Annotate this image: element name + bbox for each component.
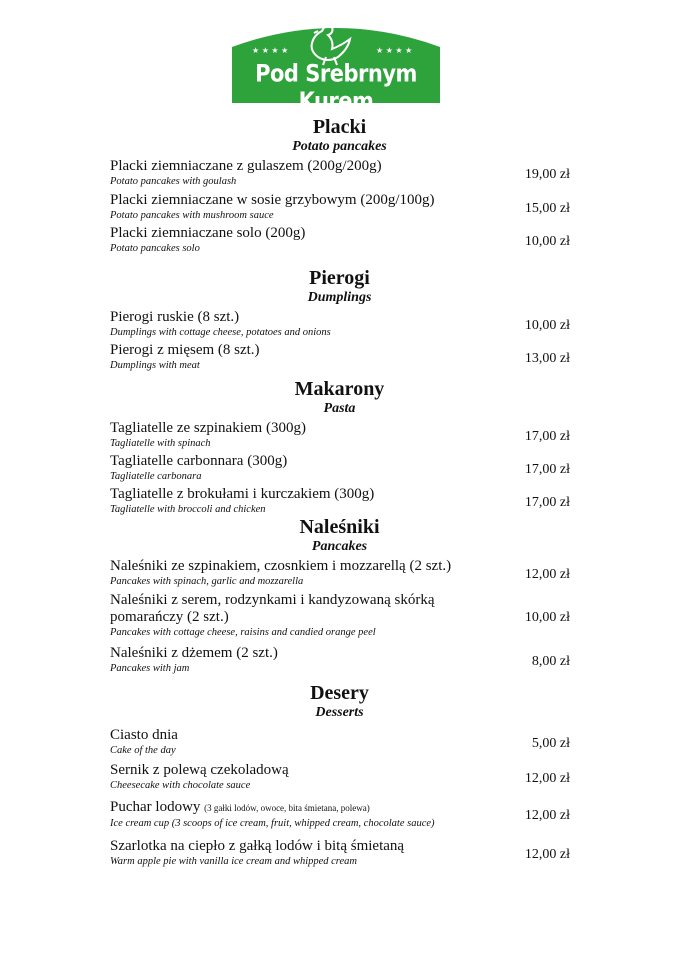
menu-item — [110, 645, 570, 675]
item-name: Ciasto dnia — [110, 727, 178, 743]
menu-item — [110, 762, 570, 792]
item-name: Placki ziemniaczane w sosie grzybowym (200g/100g) — [110, 192, 435, 208]
item-name: Pierogi z mięsem (8 szt.) — [110, 342, 260, 358]
item-description: Cheesecake with chocolate sauce — [110, 780, 251, 791]
item-name: Szarlotka na ciepło z gałką lodów i bitą śmietaną — [110, 838, 405, 854]
item-price: 19,00 zł — [524, 167, 570, 182]
menu-item — [110, 309, 570, 339]
item-description: Cake of the day — [110, 745, 176, 756]
item-name: Tagliatelle ze szpinakiem (300g) — [110, 420, 306, 436]
item-name: Naleśniki z dżemem (2 szt.) — [110, 645, 278, 661]
section-subtitle-makarony: Pasta — [323, 401, 356, 416]
menu-item — [110, 799, 570, 830]
item-price: 12,00 zł — [524, 771, 570, 786]
item-price: 10,00 zł — [524, 610, 570, 625]
item-description: Potato pancakes with mushroom sauce — [110, 210, 274, 221]
item-description: Dumplings with meat — [110, 360, 200, 371]
item-description: Warm apple pie with vanilla ice cream and whipped cream — [110, 856, 358, 867]
item-name: Naleśniki z serem, rodzynkami i kandyzowaną skórką — [110, 592, 435, 608]
svg-text:★ ★ ★ ★: ★ ★ ★ ★ — [376, 46, 413, 55]
item-price: 12,00 zł — [524, 847, 570, 862]
section-title-desery: Desery — [310, 682, 369, 704]
item-price: 13,00 zł — [524, 351, 570, 366]
item-name: Puchar lodowy — [110, 799, 205, 815]
item-price: 10,00 zł — [524, 234, 570, 249]
section-subtitle-nalesniki: Pancakes — [311, 539, 368, 554]
item-name-continued: pomarańczy (2 szt.) — [110, 609, 229, 625]
menu-item — [110, 192, 570, 222]
logo-text: Pod Srebrnym Kurem — [255, 59, 417, 115]
item-price: 15,00 zł — [524, 201, 570, 216]
menu-item — [110, 592, 570, 639]
section-subtitle-placki: Potato pancakes — [292, 139, 387, 154]
section-subtitle-pierogi: Dumplings — [307, 290, 372, 305]
section-title-makarony: Makarony — [294, 378, 385, 400]
section-title-placki: Placki — [312, 116, 367, 138]
item-price: 12,00 zł — [524, 808, 570, 823]
item-price: 17,00 zł — [524, 495, 570, 510]
menu-item — [110, 486, 570, 516]
item-name: Placki ziemniaczane z gulaszem (200g/200g) — [110, 158, 382, 174]
item-price: 10,00 zł — [524, 318, 570, 333]
item-description: Tagliatelle with spinach — [110, 438, 211, 449]
item-description: Pancakes with jam — [110, 663, 190, 674]
restaurant-logo — [230, 17, 442, 115]
item-description: Ice cream cup (3 scoops of ice cream, fruit, whipped cream, chocolate sauce) — [110, 818, 435, 829]
menu-item — [110, 453, 570, 483]
item-price: 12,00 zł — [524, 567, 570, 582]
section-subtitle-desery: Desserts — [315, 705, 364, 720]
menu-item — [110, 158, 570, 188]
item-price: 17,00 zł — [524, 462, 570, 477]
item-name: Placki ziemniaczane solo (200g) — [110, 225, 306, 241]
item-description: Tagliatelle carbonara — [110, 471, 202, 482]
item-description: Potato pancakes with goulash — [110, 176, 237, 187]
menu-item — [110, 342, 570, 372]
item-name: Pierogi ruskie (8 szt.) — [110, 309, 240, 325]
item-description: Dumplings with cottage cheese, potatoes and onions — [110, 327, 331, 338]
menu-item — [110, 558, 570, 588]
item-price: 17,00 zł — [524, 429, 570, 444]
menu-item — [110, 420, 570, 450]
item-description: Tagliatelle with broccoli and chicken — [110, 504, 266, 515]
section-title-pierogi: Pierogi — [309, 267, 370, 289]
item-name-line — [110, 799, 570, 817]
svg-text:★ ★ ★ ★: ★ ★ ★ ★ — [252, 46, 289, 55]
item-description: Potato pancakes solo — [110, 243, 200, 254]
item-price: 5,00 zł — [531, 736, 570, 751]
menu-item — [110, 225, 570, 255]
item-name: Tagliatelle z brokułami i kurczakiem (300g) — [110, 486, 375, 502]
item-description: Pancakes with cottage cheese, raisins and candied orange peel — [110, 627, 376, 638]
item-name: Tagliatelle carbonnara (300g) — [110, 453, 288, 469]
menu-item — [110, 838, 570, 868]
menu-item — [110, 727, 570, 757]
item-price: 8,00 zł — [531, 654, 570, 669]
item-name: Sernik z polewą czekoladową — [110, 762, 289, 778]
section-title-nalesniki: Naleśniki — [299, 516, 380, 538]
item-name: Naleśniki ze szpinakiem, czosnkiem i mozzarellą (2 szt.) — [110, 558, 452, 574]
item-description: Pancakes with spinach, garlic and mozzarella — [110, 576, 304, 587]
item-note: (3 gałki lodów, owoce, bita śmietana, polewa) — [204, 803, 370, 813]
